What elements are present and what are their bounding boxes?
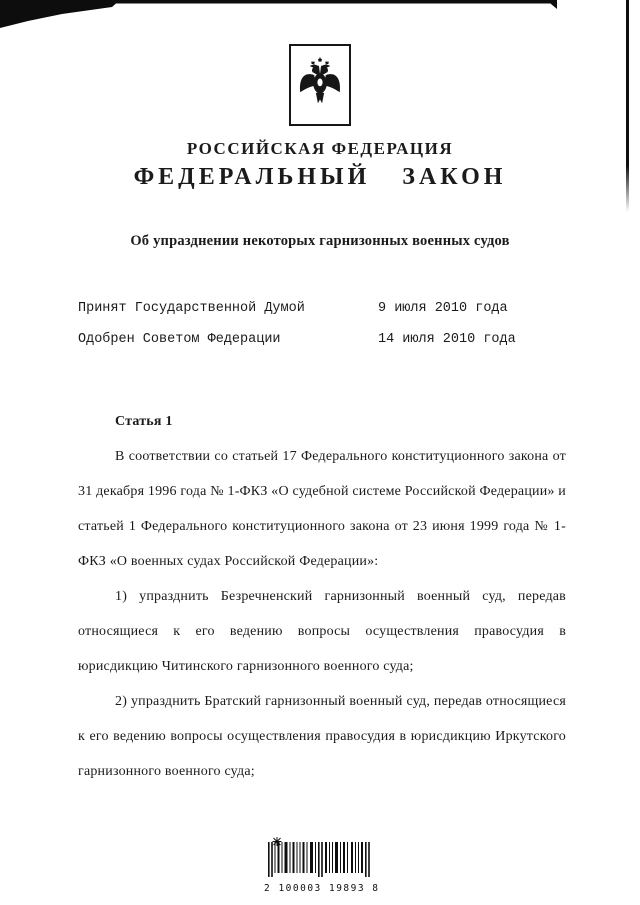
- paragraph: 1) упразднить Безречненский гарнизонный военный суд, передав относящиеся к его ведению вопросы осуществления правосудия в юрисдикцию Читинского гарнизонного военного суда;: [78, 589, 566, 674]
- adoption-block: [78, 301, 568, 363]
- adoption-date: 9 июля 2010 года: [378, 301, 508, 316]
- barcode-bars: [268, 842, 372, 877]
- paragraph: 2) упразднить Братский гарнизонный военный суд, передав относящиеся к его ведению вопросы осуществления правосудия в юрисдикцию Иркутского гарнизонного военного суда;: [78, 694, 566, 779]
- barcode-digits: 2 100003 19893 8: [264, 883, 380, 894]
- adoption-label: Одобрен Советом Федерации: [78, 332, 281, 347]
- barcode-mark-icon: [264, 833, 376, 842]
- coat-of-arms-icon: [294, 52, 346, 118]
- adoption-label: Принят Государственной Думой: [78, 301, 305, 316]
- adoption-row-federation-council: [78, 332, 568, 363]
- law-body: [78, 404, 566, 789]
- scan-artifact-top-edge: [0, 0, 640, 32]
- barcode: [264, 833, 380, 894]
- document-type-heading: ФЕДЕРАЛЬНЫЙ ЗАКОН: [133, 164, 507, 190]
- paragraph: В соответствии со статьей 17 Федерального конституционного закона от 31 декабря 1996 года № 1-ФКЗ «О судебной системе Российской Федерации» и статьей 1 Федерального конституционного закона от 23 июня 1999 года № 1-ФКЗ «О военных судах Российской Федерации»:: [78, 449, 566, 569]
- adoption-date: 14 июля 2010 года: [378, 332, 516, 347]
- adoption-row-duma: [78, 301, 568, 332]
- country-heading: РОССИЙСКАЯ ФЕДЕРАЦИЯ: [186, 139, 454, 158]
- law-title: Об упразднении некоторых гарнизонных военных судов: [130, 233, 510, 249]
- article-heading: Статья 1: [115, 414, 173, 429]
- coat-of-arms-box: [289, 44, 351, 126]
